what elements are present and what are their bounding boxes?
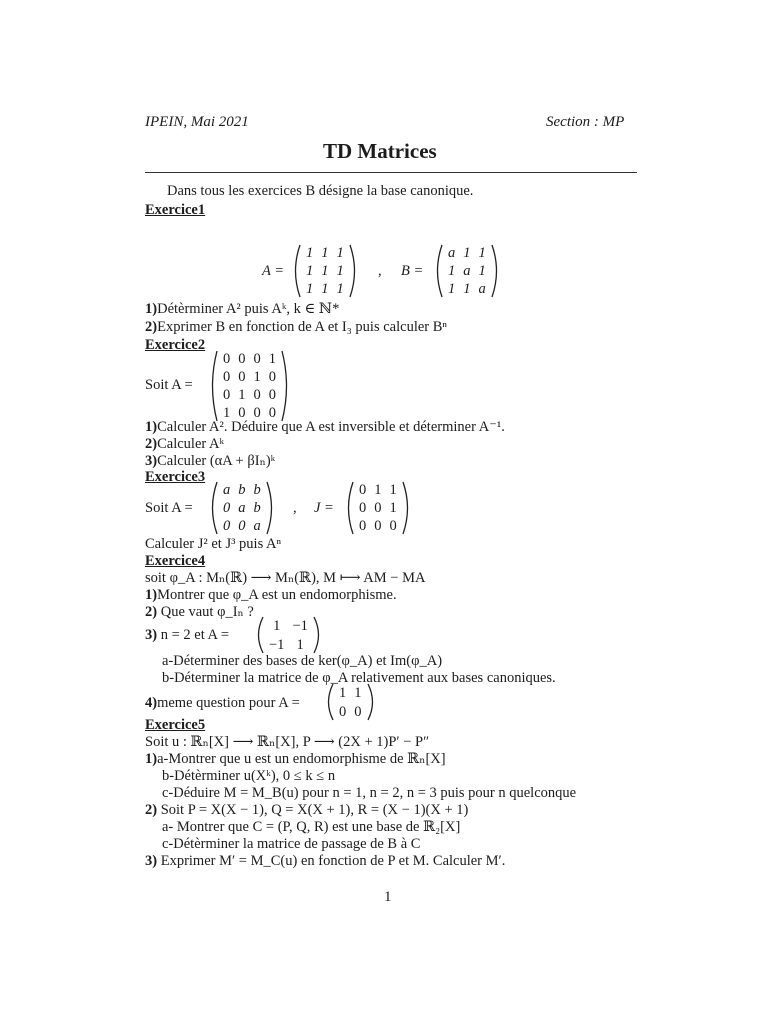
ex2-matrix-A <box>207 350 292 422</box>
ex4-title: Exercice4 <box>145 553 206 569</box>
q-text: Que vaut φ_Iₙ ? <box>157 604 254 620</box>
q-text: Calculer (αA + βIₙ)ᵏ <box>157 453 276 469</box>
matrix-cell: 0 <box>268 405 276 421</box>
ex1-matrix-B <box>432 244 502 298</box>
header-left: IPEIN, Mai 2021 <box>145 114 249 130</box>
matrix-grid <box>219 350 280 422</box>
matrix-cell: 1 <box>321 263 329 279</box>
matrix-cell: 1 <box>463 281 471 297</box>
matrix-cell: b <box>238 482 246 498</box>
matrix-cell: 0 <box>223 518 231 534</box>
ex4-qa: a-Déterminer des bases de ker(φ_A) et Im(φ_A) <box>162 653 443 669</box>
right-paren <box>265 481 277 535</box>
matrix-cell: 0 <box>359 482 367 498</box>
matrix-cell: 1 <box>478 245 486 261</box>
matrix-cell: 1 <box>253 369 261 385</box>
ex5-q1a <box>145 750 446 768</box>
page-number: 1 <box>384 889 392 905</box>
page-title: TD Matrices <box>323 139 437 163</box>
ex1-matrix-A <box>290 244 360 298</box>
matrix-cell: 1 <box>296 636 304 653</box>
q-number: 3) <box>145 453 158 469</box>
matrix-cell: 0 <box>223 351 231 367</box>
ex1-B-label: B = <box>401 263 424 279</box>
ex5-q3 <box>145 852 505 870</box>
left-paren <box>253 616 265 654</box>
q-text: Calculer A². Déduire que A est inversible et déterminer A⁻¹. <box>157 419 505 435</box>
matrix-cell: 0 <box>359 518 367 534</box>
ex1-q1 <box>145 300 339 318</box>
left-paren <box>343 481 355 535</box>
matrix-row <box>219 350 280 368</box>
matrix-row <box>355 481 401 499</box>
left-paren <box>290 244 302 298</box>
ex4-matrix-A <box>253 616 324 654</box>
matrix-row <box>302 280 348 298</box>
ex4-q3 <box>145 626 229 644</box>
matrix-cell: 1 <box>354 684 362 701</box>
matrix-cell: 1 <box>389 500 397 516</box>
matrix-cell: −1 <box>269 636 285 653</box>
ex5-q2a: a- Montrer que C = (P, Q, R) est une base de ℝ₂[X] <box>162 819 461 835</box>
ex3-title: Exercice3 <box>145 469 206 485</box>
ex4-q4 <box>145 694 300 712</box>
matrix-cell: 1 <box>448 281 456 297</box>
ex3-A-label: Soit A = <box>145 500 193 516</box>
matrix-cell: 0 <box>253 405 261 421</box>
ex3-matrix-A <box>207 481 277 535</box>
matrix-cell: 1 <box>321 281 329 297</box>
matrix-cell: 0 <box>223 500 231 516</box>
q-text: n = 2 et A = <box>157 627 230 643</box>
matrix-cell: 1 <box>478 263 486 279</box>
matrix-cell: 1 <box>336 281 344 297</box>
q-number: 1) <box>145 301 158 317</box>
ex2-q1 <box>145 418 505 436</box>
right-paren <box>280 350 292 422</box>
matrix-cell: 0 <box>359 500 367 516</box>
matrix-row <box>219 368 280 386</box>
q-number: 3) <box>145 627 158 643</box>
q-text: Calculer Aᵏ <box>157 436 225 452</box>
matrix-cell: a <box>448 245 456 261</box>
matrix-cell: 1 <box>273 617 281 634</box>
ex4-definition: soit φ_A : Mₙ(ℝ) ⟶ Mₙ(ℝ), M ⟼ AM − MA <box>145 570 426 586</box>
matrix-row <box>355 517 401 535</box>
ex3-matrix-J <box>343 481 413 535</box>
matrix-row <box>265 616 312 635</box>
matrix-row <box>444 244 490 262</box>
intro-text: Dans tous les exercices B désigne la base canonique. <box>167 183 474 199</box>
matrix-grid <box>335 683 366 721</box>
q-number: 4) <box>145 695 158 711</box>
matrix-grid <box>265 616 312 654</box>
matrix-cell: 1 <box>448 263 456 279</box>
matrix-row <box>219 499 265 517</box>
matrix-cell: 1 <box>238 387 246 403</box>
ex1-A-label: A = <box>262 263 285 279</box>
matrix-row <box>335 702 366 721</box>
matrix-cell: 0 <box>389 518 397 534</box>
matrix-cell: 0 <box>253 351 261 367</box>
matrix-row <box>355 499 401 517</box>
matrix-row <box>219 481 265 499</box>
q-number: 1) <box>145 587 158 603</box>
matrix-row <box>219 517 265 535</box>
matrix-row <box>219 386 280 404</box>
matrix-cell: 0 <box>268 387 276 403</box>
ex3-question: Calculer J² et J³ puis Aⁿ <box>145 536 282 552</box>
q-text: Exprimer B en fonction de A et I₃ puis calculer Bⁿ <box>157 319 447 335</box>
q-text: Exprimer M′ = M_C(u) en fonction de P et M. Calculer M′. <box>157 853 506 869</box>
left-paren <box>207 481 219 535</box>
matrix-cell: 0 <box>268 369 276 385</box>
q-text: Détèrminer A² puis Aᵏ, k ∈ ℕ* <box>157 301 340 317</box>
ex2-title: Exercice2 <box>145 337 206 353</box>
q-number: 2) <box>145 436 158 452</box>
ex1-sep: , <box>378 263 382 279</box>
matrix-cell: b <box>253 482 261 498</box>
matrix-cell: 1 <box>306 263 314 279</box>
matrix-row <box>302 244 348 262</box>
matrix-cell: 0 <box>238 351 246 367</box>
q-text: Soit P = X(X − 1), Q = X(X + 1), R = (X − 1)(X + 1) <box>157 802 469 818</box>
q-number: 3) <box>145 853 158 869</box>
matrix-cell: b <box>253 500 261 516</box>
matrix-cell: 1 <box>336 245 344 261</box>
left-paren <box>323 683 335 721</box>
ex1-title: Exercice1 <box>145 202 206 218</box>
ex4-q2 <box>145 603 254 621</box>
ex5-q1c: c-Déduire M = M_B(u) pour n = 1, n = 2, n = 3 puis pour n quelconque <box>162 785 577 801</box>
q-number: 1) <box>145 751 158 767</box>
matrix-cell: 1 <box>268 351 276 367</box>
matrix-cell: 0 <box>339 703 347 720</box>
q-number: 2) <box>145 802 158 818</box>
right-paren <box>348 244 360 298</box>
q-number: 2) <box>145 319 158 335</box>
matrix-cell: 0 <box>253 387 261 403</box>
matrix-cell: 1 <box>389 482 397 498</box>
matrix-row <box>444 280 490 298</box>
matrix-grid <box>355 481 401 535</box>
header-right: Section : MP <box>546 114 625 130</box>
matrix-cell: 0 <box>374 500 382 516</box>
title-rule <box>145 172 637 173</box>
matrix-cell: 1 <box>374 482 382 498</box>
matrix-cell: a <box>238 500 246 516</box>
matrix-cell: 1 <box>336 263 344 279</box>
matrix-cell: a <box>478 281 486 297</box>
right-paren <box>366 683 378 721</box>
ex3-J-label: J = <box>314 500 334 516</box>
ex5-q2 <box>145 801 468 819</box>
right-paren <box>401 481 413 535</box>
ex4-q1 <box>145 586 397 604</box>
ex1-q2 <box>145 318 447 336</box>
ex3-sep: , <box>293 500 297 516</box>
matrix-cell: 1 <box>321 245 329 261</box>
ex5-q1b: b-Détèrminer u(Xᵏ), 0 ≤ k ≤ n <box>162 768 336 784</box>
matrix-cell: 1 <box>463 245 471 261</box>
q-text: Montrer que φ_A est un endomorphisme. <box>157 587 397 603</box>
matrix-cell: 1 <box>223 405 231 421</box>
matrix-cell: a <box>463 263 471 279</box>
matrix-cell: 1 <box>306 281 314 297</box>
matrix-grid <box>444 244 490 298</box>
q-number: 1) <box>145 419 158 435</box>
q-number: 2) <box>145 604 158 620</box>
left-paren <box>207 350 219 422</box>
matrix-cell: 1 <box>339 684 347 701</box>
matrix-cell: 0 <box>223 387 231 403</box>
ex4-matrix-A2 <box>323 683 378 721</box>
q-text: a-Montrer que u est un endomorphisme de ℝₙ[X] <box>157 751 446 767</box>
matrix-cell: 0 <box>238 405 246 421</box>
ex5-q2c: c-Détèrminer la matrice de passage de B à C <box>162 836 421 852</box>
matrix-cell: 0 <box>354 703 362 720</box>
ex5-definition: Soit u : ℝₙ[X] ⟶ ℝₙ[X], P ⟶ (2X + 1)P′ − P″ <box>145 734 430 750</box>
right-paren <box>490 244 502 298</box>
left-paren <box>432 244 444 298</box>
ex2-q2 <box>145 435 224 453</box>
matrix-grid <box>302 244 348 298</box>
matrix-cell: 0 <box>238 518 246 534</box>
matrix-row <box>335 683 366 702</box>
ex2-A-label: Soit A = <box>145 377 193 393</box>
right-paren <box>312 616 324 654</box>
matrix-row <box>302 262 348 280</box>
matrix-row <box>444 262 490 280</box>
ex4-qb: b-Déterminer la matrice de φ_A relativement aux bases canoniques. <box>162 670 556 686</box>
ex5-title: Exercice5 <box>145 717 206 733</box>
matrix-cell: a <box>253 518 261 534</box>
matrix-cell: 0 <box>223 369 231 385</box>
matrix-cell: a <box>223 482 231 498</box>
matrix-cell: 0 <box>238 369 246 385</box>
q-text: meme question pour A = <box>157 695 300 711</box>
matrix-cell: −1 <box>292 617 308 634</box>
matrix-cell: 1 <box>306 245 314 261</box>
matrix-cell: 0 <box>374 518 382 534</box>
matrix-grid <box>219 481 265 535</box>
